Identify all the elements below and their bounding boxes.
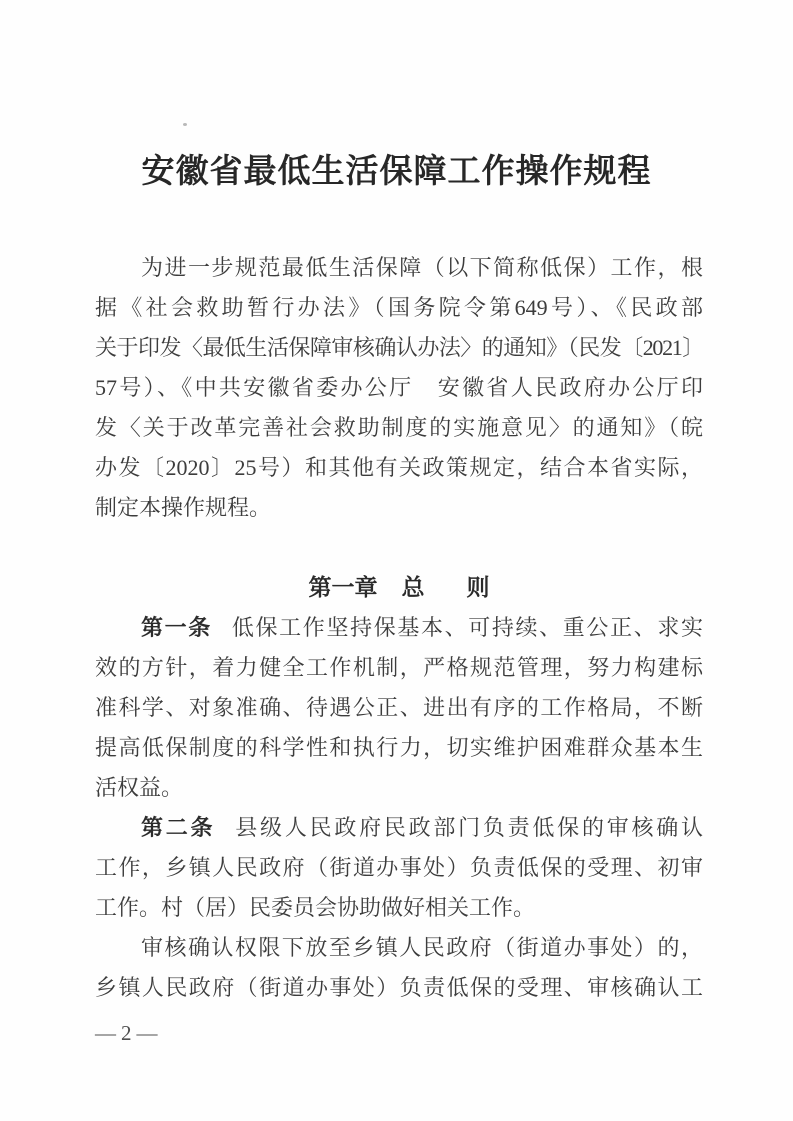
line-text: 关于印发〈最低生活保障审核确认办法〉的通知》（民发〔2021〕 <box>95 335 703 360</box>
chapter-number: 第一章 <box>308 575 378 600</box>
body-line <box>95 368 703 408</box>
line-text: 发〈关于改革完善社会救助制度的实施意见〉的通知》（皖 <box>95 415 703 440</box>
body-line <box>95 688 703 728</box>
body-line <box>95 408 703 448</box>
line-text: 审核确认权限下放至乡镇人民政府（街道办事处）的， <box>141 935 703 960</box>
body-line <box>95 488 703 528</box>
line-text: 低保工作坚持保基本、可持续、重公正、求实 <box>231 615 703 640</box>
line-text: 工作。村（居）民委员会协助做好相关工作。 <box>95 895 536 920</box>
body-line <box>95 888 703 928</box>
body-line <box>95 648 703 688</box>
body-line <box>95 328 703 368</box>
line-text: 活权益。 <box>95 775 184 800</box>
chapter-title-word-1: 总 <box>401 575 425 600</box>
chapter-heading <box>95 568 703 608</box>
body-line <box>95 768 703 808</box>
line-text: 准科学、对象准确、待遇公正、进出有序的工作格局，不断 <box>95 695 703 720</box>
line-text: 工作，乡镇人民政府（街道办事处）负责低保的受理、初审 <box>95 855 703 880</box>
line-text: 乡镇人民政府（街道办事处）负责低保的受理、审核确认工 <box>95 975 703 1000</box>
body-line <box>95 248 703 288</box>
body-line <box>95 928 703 968</box>
line-text: 为进一步规范最低生活保障（以下简称低保）工作，根 <box>141 255 703 280</box>
document-body <box>95 248 703 1008</box>
article-number: 第二条 <box>141 815 216 840</box>
line-text: 制定本操作规程。 <box>95 495 272 520</box>
article-number: 第一条 <box>141 615 212 640</box>
line-text: 效的方针，着力健全工作机制，严格规范管理，努力构建标 <box>95 655 703 680</box>
body-line <box>95 448 703 488</box>
body-line <box>95 848 703 888</box>
document-title: 安徽省最低生活保障工作操作规程 <box>141 154 652 190</box>
scan-speck-artifact <box>183 123 187 126</box>
body-line <box>95 968 703 1008</box>
body-line <box>95 728 703 768</box>
line-text: 办发〔2020〕25号）和其他有关政策规定，结合本省实际， <box>95 455 703 480</box>
line-text: 57号）、《中共安徽省委办公厅 安徽省人民政府办公厅印 <box>95 375 703 400</box>
body-line <box>95 808 703 848</box>
page-number: —2— <box>95 1021 163 1045</box>
body-line <box>95 288 703 328</box>
line-text: 提高低保制度的科学性和执行力，切实维护困难群众基本生 <box>95 735 703 760</box>
line-text: 据《社会救助暂行办法》（国务院令第649号）、《民政部 <box>95 295 703 320</box>
line-text: 县级人民政府民政部门负责低保的审核确认 <box>235 815 703 840</box>
body-line <box>95 608 703 648</box>
chapter-title-word-2: 则 <box>466 575 490 600</box>
